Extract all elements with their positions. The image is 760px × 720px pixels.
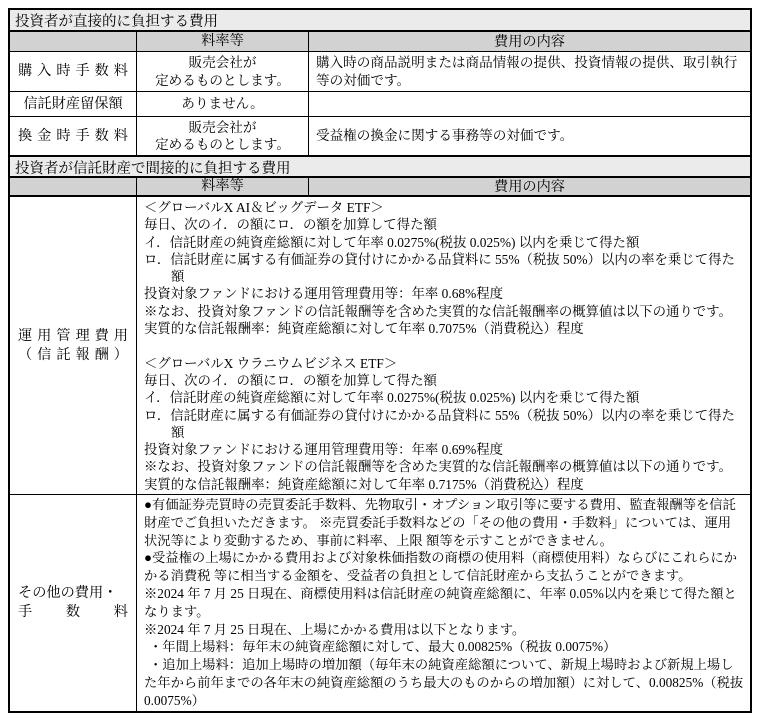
fund1-target-fund-fee: 投資対象ファンドにおける運用管理費用等：年率 0.68%程度 xyxy=(144,286,504,302)
fund2-item-ro: ロ．信託財産に属する有価証券の貸付けにかかる品貸料に 55%（税抜 50%）以内の率を乗じて得た額 xyxy=(144,407,735,440)
retained-amount-label: 信託財産留保額 xyxy=(23,95,123,112)
fund2-actual-rate: 実質的な信託報酬率：純資産総額に対して年率 0.7175%（消費税込）程度 xyxy=(144,476,584,492)
management-fee-content xyxy=(137,197,750,494)
other-fees-para4: ※2024 年 7 月 25 日現在、上場にかかる費用は以下となります。 xyxy=(144,621,526,637)
other-fees-para1: ●有価証券売買時の売買委託手数料、先物取引・オプション取引等に要する費用、監査報酬等を信託財産でご負担いただきます。 ※売買委託手数料などの「その他の費用・手数料」については、運用状況等により変動するため、事前に料率、上限 額等を示すことができません。 xyxy=(144,497,736,548)
fund1-item-ro: ロ．信託財産に属する有価証券の貸付けにかかる品貸料に 55%（税抜 50%）以内の率を乗じて得た額 xyxy=(144,251,735,285)
purchase-fee-desc: 購入時の商品説明または商品情報の提供、投資情報の提供、取引執行等の対価です。 xyxy=(316,54,738,88)
purchase-fee-label: 購入時手数料 xyxy=(18,63,128,79)
direct-header-desc: 費用の内容 xyxy=(494,33,565,50)
section-indirect-title-bar xyxy=(10,157,750,178)
other-fees-label-line1: その他の費用・ xyxy=(18,585,118,601)
section-indirect-title: 投資者が信託財産で間接的に負担する費用 xyxy=(15,160,291,177)
indirect-header-desc: 費用の内容 xyxy=(494,178,565,195)
management-fee-label-line2: （信託報酬） xyxy=(18,346,128,363)
row-management-fee xyxy=(10,197,750,495)
redemption-fee-rate-line1: 販売会社が xyxy=(188,119,257,135)
row-purchase-fee xyxy=(10,52,750,92)
other-fees-para2: ●受益権の上場にかかる費用および対象株価指数の商標の使用料（商標使用料）ならびにこれらにかかる消費税 等に相当する金額を、受益者の負担として信託財産から支払うことができます。 xyxy=(144,550,738,584)
other-fees-para3: ※2024 年 7 月 25 日現在、商標使用料は信託財産の純資産総額に、年率 0.05%以内を乗じて得た額となります。 xyxy=(144,585,737,619)
direct-header-rate: 料率等 xyxy=(137,32,309,51)
fund2-item-i: イ．信託財産の純資産総額に対して年率 0.0275%(税抜 0.025%) 以内を乗じて得た額 xyxy=(144,390,640,406)
direct-header-row xyxy=(10,32,750,52)
row-other-fees xyxy=(10,495,750,711)
fund1-note: ※なお、投資対象ファンドの信託報酬等を含めた実質的な信託報酬率の概算値は以下の通りです。 xyxy=(144,303,732,319)
other-fees-para6: ・追加上場料：追加上場時の増加額（毎年末の純資産総額について、新規上場時および新規上場した年から前年までの各年末の純資産総額のうち最大のものからの増加額）に対して、0.00825%（税抜 0.0075%） xyxy=(144,657,744,708)
fee-table xyxy=(8,8,752,713)
redemption-fee-label: 換金時手数料 xyxy=(18,127,128,144)
fund2-note: ※なお、投資対象ファンドの信託報酬等を含めた実質的な信託報酬率の概算値は以下の通りです。 xyxy=(144,459,732,475)
fund2-daily: 毎日、次のイ．の額にロ．の額を加算して得た額 xyxy=(144,372,437,388)
fund2-target-fund-fee: 投資対象ファンドにおける運用管理費用等：年率 0.69%程度 xyxy=(144,442,504,458)
indirect-header-empty-cell xyxy=(10,178,137,195)
indirect-header-row xyxy=(10,178,750,197)
direct-header-empty-cell xyxy=(10,32,137,51)
row-redemption-fee xyxy=(10,117,750,157)
spacer xyxy=(144,337,744,354)
redemption-fee-desc: 受益権の換金に関する事務等の対価です。 xyxy=(316,128,574,143)
fund1-item-i: イ．信託財産の純資産総額に対して年率 0.0275%(税抜 0.025%) 以内を乗じて得た額 xyxy=(144,234,640,250)
purchase-fee-rate-line1: 販売会社が xyxy=(188,55,257,70)
row-retained-amount xyxy=(10,92,750,117)
retained-amount-rate: ありません。 xyxy=(181,96,264,112)
indirect-header-rate: 料率等 xyxy=(137,178,309,195)
fund1-actual-rate: 実質的な信託報酬率：純資産総額に対して年率 0.7075%（消費税込）程度 xyxy=(144,321,584,337)
fund2-title: ＜グローバルX ウラニウムビジネス ETF＞ xyxy=(144,355,398,371)
section-direct-title-bar xyxy=(10,10,750,32)
fund1-title: ＜グローバルX AI＆ビッグデータ ETF＞ xyxy=(144,200,384,215)
redemption-fee-rate-line2: 定めるものとします。 xyxy=(155,137,290,152)
section-direct-title: 投資者が直接的に負担する費用 xyxy=(15,14,218,30)
management-fee-label-line1: 運用管理費用 xyxy=(18,327,128,344)
other-fees-content xyxy=(137,495,750,711)
purchase-fee-rate-line2: 定めるものとします。 xyxy=(155,72,290,88)
other-fees-para5: ・年間上場料：毎年末の純資産総額に対して、最大 0.00825%（税抜 0.0075%） xyxy=(149,639,617,655)
other-fees-label-line2: 手数料 xyxy=(18,604,128,620)
fund1-daily: 毎日、次のイ．の額にロ．の額を加算して得た額 xyxy=(144,217,437,233)
